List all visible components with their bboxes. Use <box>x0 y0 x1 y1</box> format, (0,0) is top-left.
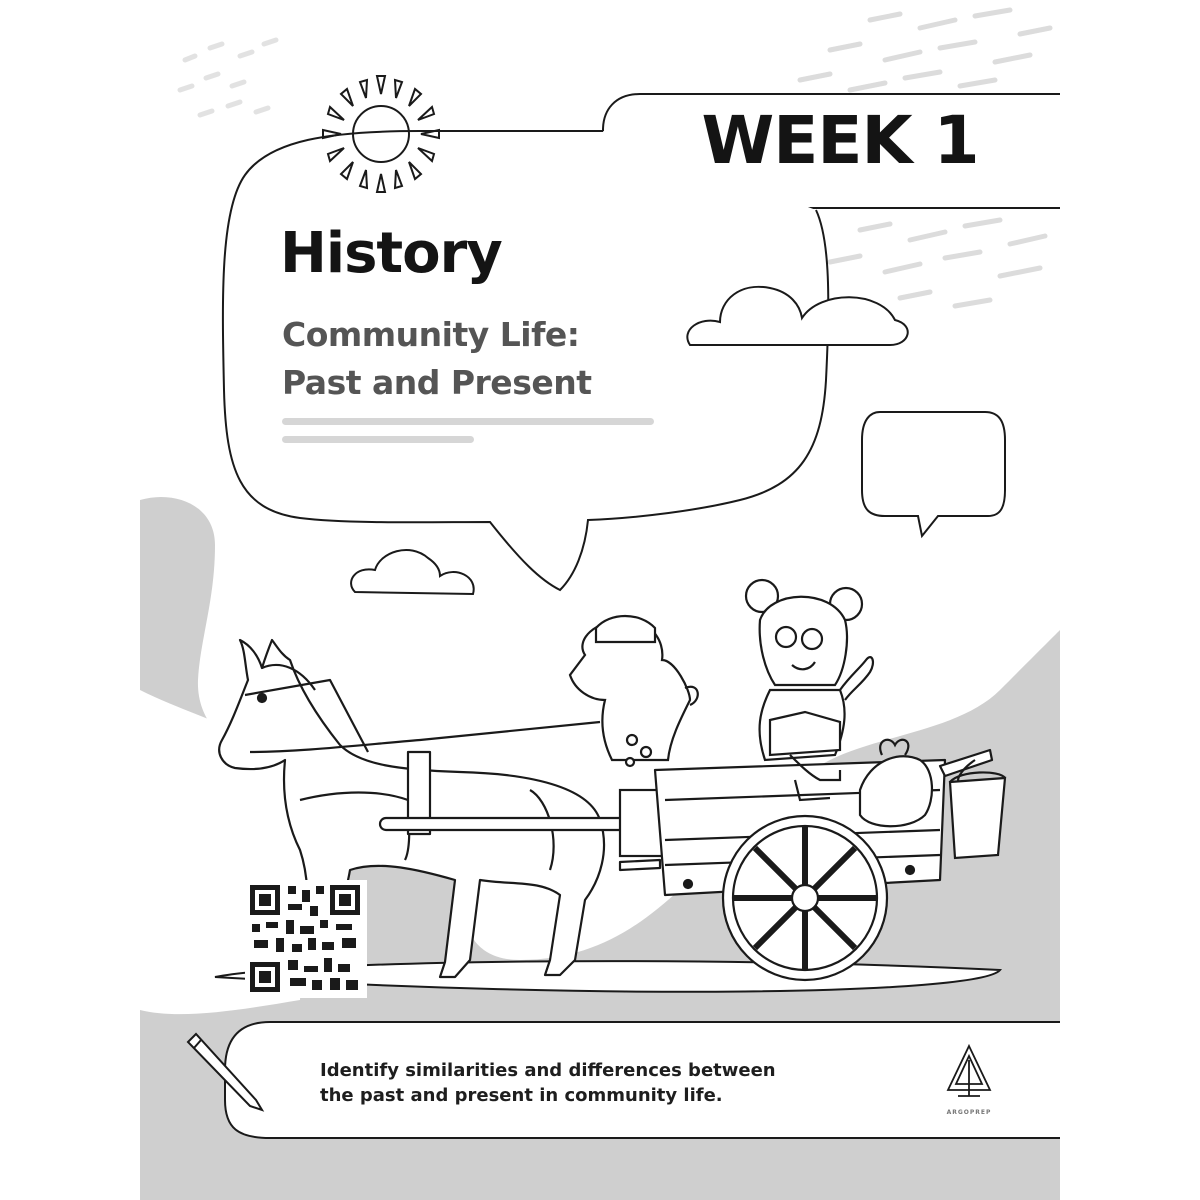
subject-title: History <box>280 221 502 286</box>
topic-title-line-2: Past and Present <box>282 363 592 402</box>
week-label: WEEK 1 <box>701 102 979 179</box>
title-speech-bubble <box>223 131 828 590</box>
qr-code-icon <box>245 880 367 998</box>
objective-text-line-2: the past and present in community life. <box>320 1085 723 1106</box>
brand-name: ARGOPREP <box>946 1109 992 1116</box>
title-underline-short <box>282 436 474 443</box>
objective-text-line-1: Identify similarities and differences between <box>320 1060 776 1081</box>
speech-bubble-icon <box>862 412 1005 536</box>
decorative-dashes-top-left <box>180 40 276 115</box>
cloud-small-icon <box>351 550 474 594</box>
title-underline-long <box>282 418 654 425</box>
topic-title-line-1: Community Life: <box>282 315 580 354</box>
